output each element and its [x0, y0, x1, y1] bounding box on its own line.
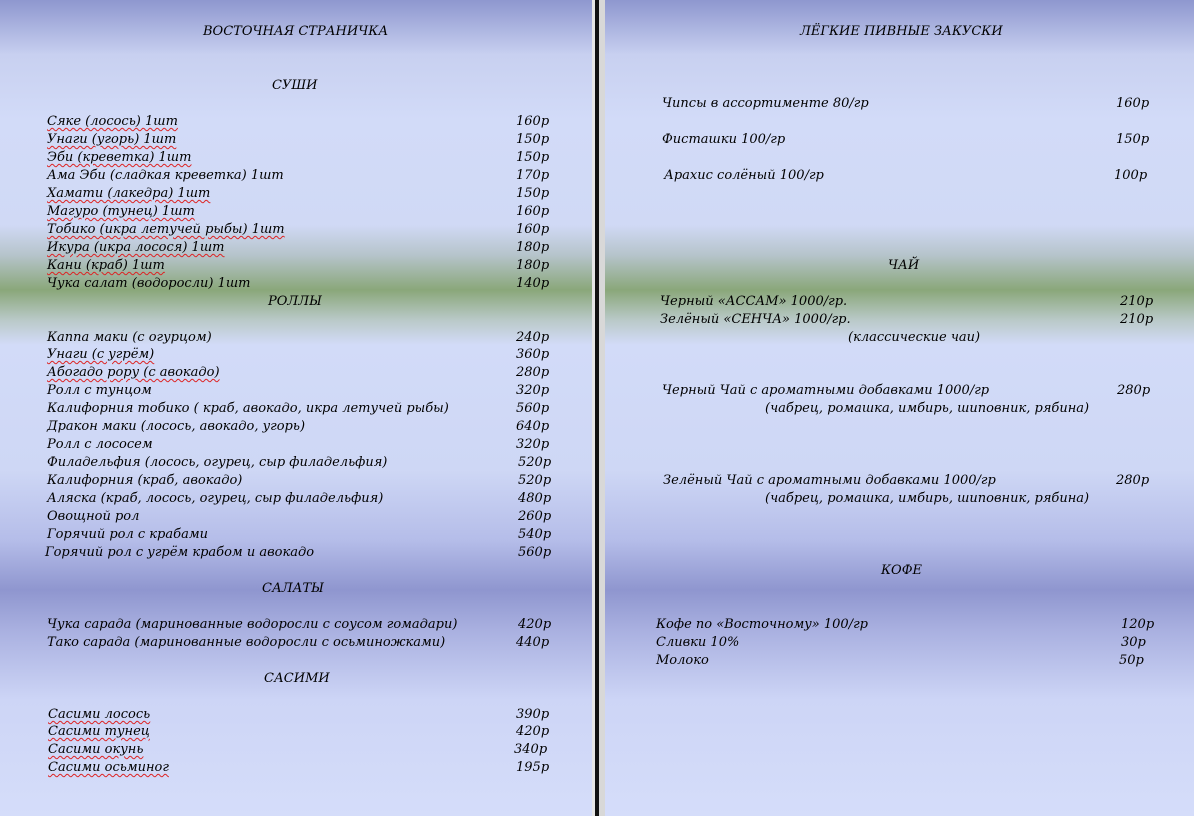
section-heading-snacks: ЛЁГКИЕ ПИВНЫЕ ЗАКУСКИ: [800, 24, 1003, 39]
snack-item-name: Арахис солёный 100/гр: [664, 168, 824, 183]
roll-item-price: 260р: [518, 509, 552, 524]
sushi-item-name: Ама Эби (сладкая креветка) 1шт: [47, 168, 284, 183]
roll-item-name: Овощной рол: [47, 509, 140, 524]
tea-item-price: 210р: [1120, 312, 1154, 327]
tea-flavored-price: 280р: [1116, 473, 1150, 488]
roll-item-name: Абогадо рору (с авокадо): [47, 365, 220, 380]
roll-item-name: Горячий рол с угрём крабом и авокадо: [45, 545, 315, 560]
section-heading-rolls: РОЛЛЫ: [268, 294, 322, 309]
roll-item-price: 560р: [516, 401, 550, 416]
menu-page-title: ВОСТОЧНАЯ СТРАНИЧКА: [203, 24, 389, 39]
tea-item-name: Черный «АССАМ» 1000/гр.: [660, 294, 848, 309]
sushi-item-name: Чука салат (водоросли) 1шт: [47, 276, 251, 291]
tea-item-name: Зелёный «СЕНЧА» 1000/гр.: [660, 312, 851, 327]
snack-item-name: Чипсы в ассортименте 80/гр: [662, 96, 869, 111]
roll-item-name: Унаги (с угрём): [47, 347, 155, 362]
sashimi-item-name: Сасими лосось: [48, 707, 151, 722]
sashimi-item-name: Сасими тунец: [48, 724, 150, 739]
roll-item-price: 320р: [516, 437, 550, 452]
sushi-item-price: 160р: [516, 204, 550, 219]
sushi-item-price: 150р: [516, 132, 550, 147]
sushi-item-price: 140р: [516, 276, 550, 291]
sushi-item-price: 160р: [516, 222, 550, 237]
tea-flavored-name: Зелёный Чай с ароматными добавками 1000/гр: [663, 473, 996, 488]
salad-item-name: Чука сарада (маринованные водоросли с соусом гомадари): [47, 617, 458, 632]
coffee-item-name: Кофе по «Восточному» 100/гр: [656, 617, 868, 632]
tea-flavored-name: Черный Чай с ароматными добавками 1000/гр: [662, 383, 990, 398]
page-divider: [592, 0, 605, 816]
section-heading-sashimi: САСИМИ: [264, 671, 330, 686]
sushi-item-price: 150р: [516, 186, 550, 201]
sushi-item-name: Тобико (икра летучей рыбы) 1шт: [47, 222, 285, 237]
sushi-item-price: 170р: [516, 168, 550, 183]
roll-item-price: 520р: [518, 473, 552, 488]
snack-item-price: 100р: [1114, 168, 1148, 183]
sushi-item-price: 150р: [516, 150, 550, 165]
sashimi-item-name: Сасими окунь: [48, 742, 144, 757]
sushi-item-name: Кани (краб) 1шт: [47, 258, 165, 273]
sushi-item-name: Сяке (лосось) 1шт: [47, 114, 178, 129]
roll-item-price: 480р: [518, 491, 552, 506]
roll-item-name: Каппа маки (с огурцом): [47, 330, 212, 345]
roll-item-name: Ролл с лососем: [47, 437, 153, 452]
snack-item-name: Фисташки 100/гр: [662, 132, 786, 147]
section-heading-coffee: КОФЕ: [881, 563, 922, 578]
section-heading-sushi: СУШИ: [272, 78, 318, 93]
coffee-item-price: 120р: [1121, 617, 1155, 632]
snack-item-price: 150р: [1116, 132, 1150, 147]
section-heading-tea: ЧАЙ: [888, 258, 920, 273]
sushi-item-price: 180р: [516, 258, 550, 273]
sashimi-item-price: 390р: [516, 707, 550, 722]
roll-item-name: Калифорния (краб, авокадо): [47, 473, 243, 488]
roll-item-name: Горячий рол с крабами: [47, 527, 208, 542]
roll-item-price: 560р: [518, 545, 552, 560]
salad-item-price: 440р: [516, 635, 550, 650]
coffee-item-name: Сливки 10%: [656, 635, 740, 650]
roll-item-name: Калифорния тобико ( краб, авокадо, икра летучей рыбы): [47, 401, 449, 416]
coffee-item-name: Молоко: [656, 653, 709, 668]
sashimi-item-price: 420р: [516, 724, 550, 739]
tea-item-price: 210р: [1120, 294, 1154, 309]
snack-item-price: 160р: [1116, 96, 1150, 111]
roll-item-price: 320р: [516, 383, 550, 398]
sushi-item-name: Хамати (лакедра) 1шт: [47, 186, 211, 201]
sushi-item-price: 180р: [516, 240, 550, 255]
tea-classic-note: (классические чаи): [848, 330, 981, 345]
salad-item-price: 420р: [518, 617, 552, 632]
roll-item-price: 640р: [516, 419, 550, 434]
sashimi-item-price: 340р: [514, 742, 548, 757]
roll-item-name: Аляска (краб, лосось, огурец, сыр филадельфия): [47, 491, 384, 506]
salad-item-name: Тако сарада (маринованные водоросли с осьминожками): [47, 635, 446, 650]
sushi-item-name: Унаги (угорь) 1шт: [47, 132, 177, 147]
roll-item-name: Дракон маки (лосось, авокадо, угорь): [47, 419, 306, 434]
sushi-item-price: 160р: [516, 114, 550, 129]
section-heading-salads: САЛАТЫ: [262, 581, 324, 596]
coffee-item-price: 30р: [1121, 635, 1146, 650]
sushi-item-name: Икура (икра лосося) 1шт: [47, 240, 225, 255]
roll-item-name: Ролл с тунцом: [47, 383, 152, 398]
roll-item-price: 540р: [518, 527, 552, 542]
sushi-item-name: Эби (креветка) 1шт: [47, 150, 192, 165]
coffee-item-price: 50р: [1119, 653, 1144, 668]
sushi-item-name: Магуро (тунец) 1шт: [47, 204, 195, 219]
tea-flavored-note: (чабрец, ромашка, имбирь, шиповник, рябина): [765, 401, 1090, 416]
tea-flavored-note: (чабрец, ромашка, имбирь, шиповник, рябина): [765, 491, 1090, 506]
sashimi-item-price: 195р: [516, 760, 550, 775]
tea-flavored-price: 280р: [1117, 383, 1151, 398]
roll-item-price: 240р: [516, 330, 550, 345]
roll-item-name: Филадельфия (лосось, огурец, сыр филадельфия): [47, 455, 388, 470]
roll-item-price: 520р: [518, 455, 552, 470]
sashimi-item-name: Сасими осьминог: [48, 760, 169, 775]
roll-item-price: 280р: [516, 365, 550, 380]
roll-item-price: 360р: [516, 347, 550, 362]
